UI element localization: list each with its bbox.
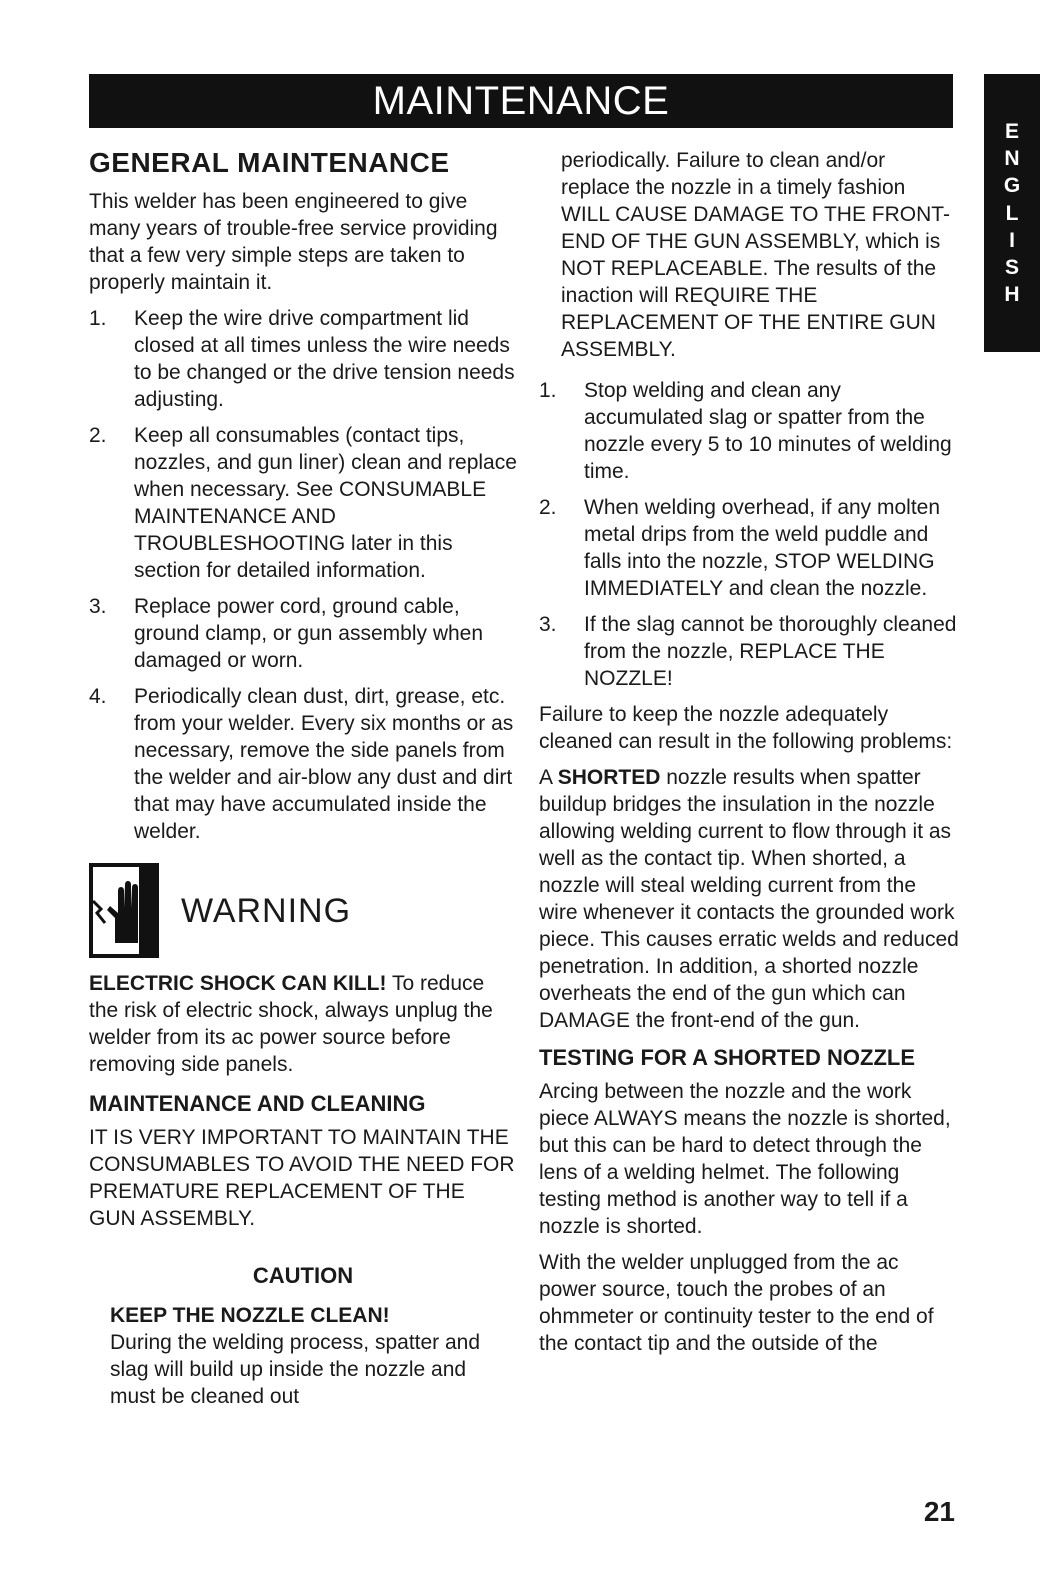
language-tab-letter: E (1004, 120, 1019, 143)
language-tab-letter: G (1003, 174, 1021, 198)
list-text: Periodically clean dust, dirt, grease, etc. from your welder. Every six months or as necessary, remove the side panels from the welder and air-blow any dust and dirt that may have accumulated inside the welder. (134, 685, 514, 843)
caution-bold-text: KEEP THE NOZZLE CLEAN! (110, 1304, 390, 1327)
caution-heading: CAUTION (252, 1263, 354, 1288)
list-item (539, 494, 959, 602)
maintenance-cleaning-paragraph: IT IS VERY IMPORTANT TO MAINTAIN THE CONSUMABLES TO AVOID THE NEED FOR PREMATURE REPLACEMENT OF THE GUN ASSEMBLY. (89, 1126, 515, 1230)
warning-text: To reduce the risk of electric shock, always unplug the welder from its ac power source before removing side panels. (89, 972, 493, 1076)
list-number: 2. (89, 424, 107, 447)
list-number: 3. (539, 613, 557, 636)
shorted-text: nozzle results when spatter buildup bridges the insulation in the nozzle allowing welding current to flow through it as well as the contact tip. When shorted, a nozzle will steal welding current from the wire whenever it contacts the grounded work piece. This causes erratic welds and reduced penetration. In addition, a shorted nozzle overheats the end of the gun which can DAMAGE the front-end of the gun. (539, 766, 959, 1032)
list-item (89, 683, 517, 845)
language-tab-letter: S (1004, 256, 1019, 280)
language-tab (984, 74, 1040, 352)
failure-paragraph: Failure to keep the nozzle adequately cleaned can result in the following problems: (539, 703, 953, 753)
electric-shock-hazard-icon (89, 863, 159, 958)
general-maintenance-heading: GENERAL MAINTENANCE (89, 147, 450, 178)
shorted-prefix: A (539, 766, 558, 789)
caution-body (89, 1302, 517, 1410)
list-text: If the slag cannot be thoroughly cleaned from the nozzle, REPLACE THE NOZZLE! (584, 613, 957, 690)
list-item (89, 422, 517, 584)
testing-heading: TESTING FOR A SHORTED NOZZLE (539, 1045, 916, 1070)
caution-text: During the welding process, spatter and slag will build up inside the nozzle and must be cleaned out (110, 1331, 481, 1408)
unplugged-paragraph: With the welder unplugged from the ac power source, touch the probes of an ohmmeter or continuity tester to the end of the contact tip and the outside of the (539, 1251, 934, 1355)
list-text: When welding overhead, if any molten metal drips from the weld puddle and falls into the nozzle, STOP WELDING IMMEDIATELY and clean the nozzle. (584, 496, 941, 600)
right-column (539, 147, 959, 1357)
warning-bold-text: ELECTRIC SHOCK CAN KILL! (89, 972, 387, 995)
list-number: 2. (539, 496, 557, 519)
list-text: Keep the wire drive compartment lid closed at all times unless the wire needs to be changed or the drive tension needs adjusting. (134, 307, 515, 411)
warning-paragraph (89, 970, 517, 1078)
section-title-banner: MAINTENANCE (89, 74, 953, 128)
shorted-paragraph (539, 764, 959, 1034)
list-item (89, 305, 517, 413)
list-number: 1. (539, 379, 557, 402)
intro-paragraph: This welder has been engineered to give many years of trouble-free service providing that a few very simple steps are taken to properly maintain it. (89, 190, 498, 294)
warning-block (89, 863, 517, 958)
language-tab-letter: H (1004, 283, 1020, 307)
list-number: 1. (89, 307, 107, 330)
list-item (539, 377, 959, 485)
list-text: Replace power cord, ground cable, ground clamp, or gun assembly when damaged or worn. (134, 595, 484, 672)
arcing-paragraph: Arcing between the nozzle and the work piece ALWAYS means the nozzle is shorted, but this can be hard to detect through the lens of a welding helmet. The following testing method is another way to tell if a nozzle is shorted. (539, 1080, 951, 1238)
maintenance-cleaning-heading: MAINTENANCE AND CLEANING (89, 1091, 426, 1116)
list-text: Stop welding and clean any accumulated slag or spatter from the nozzle every 5 to 10 minutes of welding time. (584, 379, 952, 483)
list-text: Keep all consumables (contact tips, nozzles, and gun liner) clean and replace when necessary. See CONSUMABLE MAINTENANCE AND TROUBLESHOOTING later in this section for detailed information. (134, 424, 517, 582)
page-number: 21 (923, 1496, 955, 1527)
warning-title: WARNING (181, 892, 352, 930)
continued-caution-paragraph: periodically. Failure to clean and/or replace the nozzle in a timely fashion WILL CAUSE DAMAGE TO THE FRONT-END OF THE GUN ASSEMBLY, which is NOT REPLACEABLE. The results of the inaction will REQUIRE THE REPLACEMENT OF THE ENTIRE GUN ASSEMBLY. (561, 149, 950, 361)
language-tab-letter: I (1009, 228, 1015, 252)
list-number: 4. (89, 685, 107, 708)
list-item (539, 611, 959, 692)
list-item (89, 593, 517, 674)
shorted-bold-text: SHORTED (557, 766, 661, 789)
language-tab-letter: L (1005, 201, 1019, 225)
language-tab-letter: N (1004, 147, 1020, 171)
left-column (89, 146, 517, 1410)
list-number: 3. (89, 595, 107, 618)
